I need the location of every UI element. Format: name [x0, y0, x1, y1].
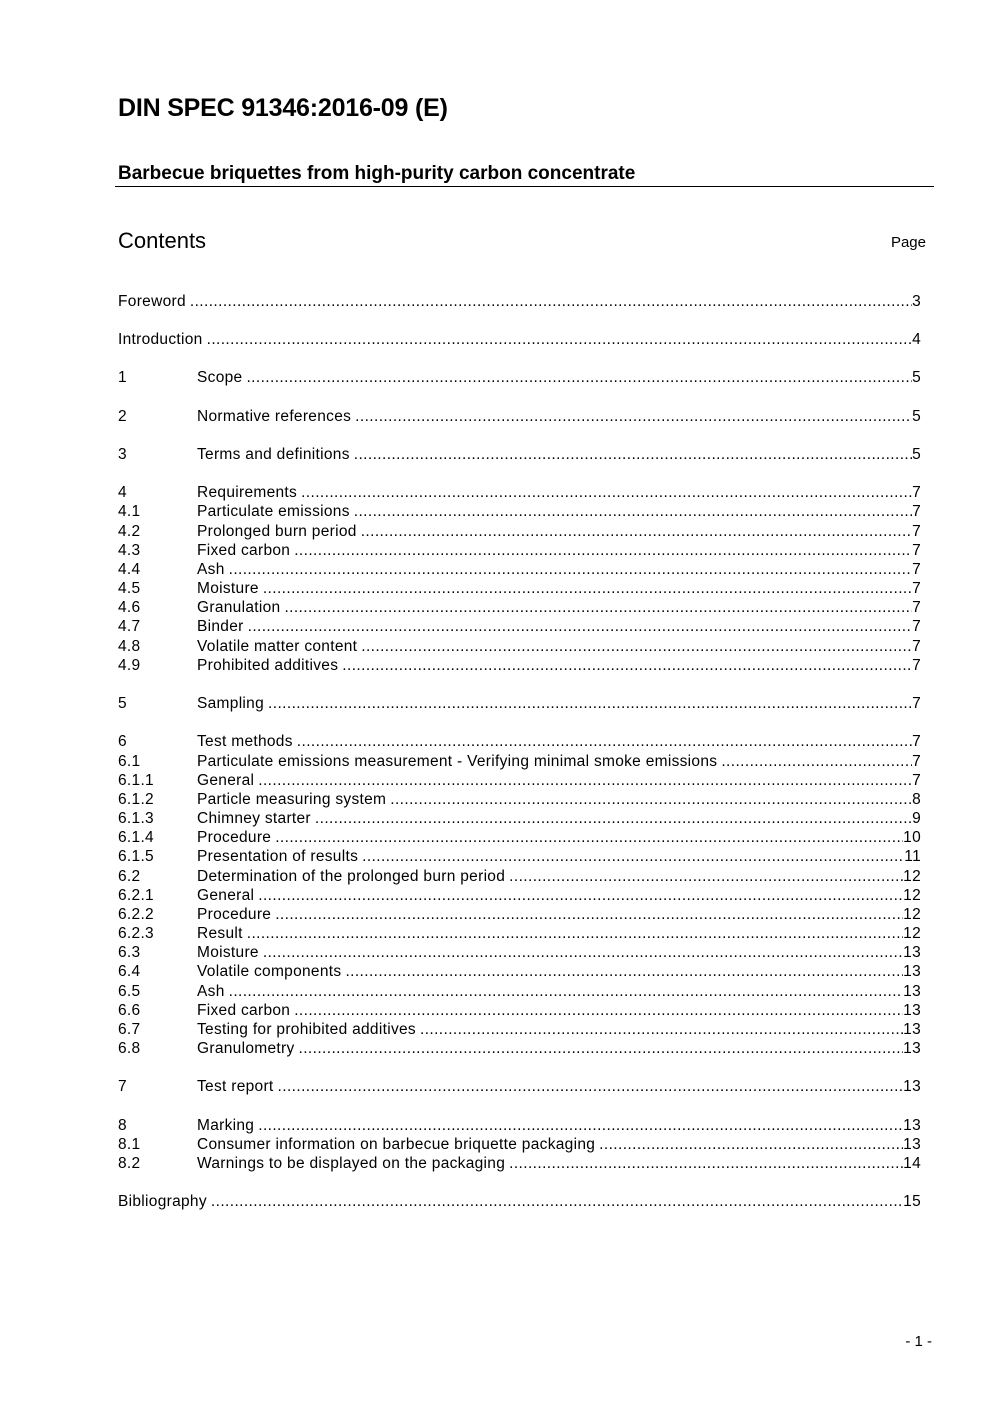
- toc-entry-number: 6.2.1: [118, 887, 154, 904]
- toc-entry-line: [197, 656, 921, 676]
- toc-entry-line: [197, 445, 921, 465]
- toc-entry-number: 8: [118, 1117, 127, 1134]
- toc-entry-number: 6.1.2: [118, 791, 154, 808]
- toc-entry-number: 4: [118, 484, 127, 501]
- toc-dot-leader: [263, 943, 903, 963]
- toc-entry-line: [197, 809, 921, 829]
- toc-entry-title: Bibliography: [118, 1193, 207, 1210]
- toc-entry[interactable]: [118, 1135, 921, 1155]
- toc-dot-leader: [258, 771, 912, 791]
- toc-entry-number: 6.8: [118, 1040, 141, 1057]
- toc-entry-page: 3: [912, 293, 921, 310]
- toc-entry-line: [197, 483, 921, 503]
- toc-entry-page: 7: [912, 695, 921, 712]
- toc-entry-title: Fixed carbon: [197, 1002, 291, 1019]
- toc-entry-page: 13: [903, 983, 921, 1000]
- toc-entry-line: [197, 828, 921, 848]
- toc-entry-line: [197, 502, 921, 522]
- toc-entry[interactable]: [118, 368, 921, 388]
- toc-entry-title: General: [197, 772, 255, 789]
- toc-entry-page: 13: [903, 944, 921, 961]
- toc-entry-title: Binder: [197, 618, 244, 635]
- toc-entry-number: 3: [118, 446, 127, 463]
- toc-entry[interactable]: [118, 905, 921, 925]
- toc-entry[interactable]: [118, 867, 921, 887]
- toc-entry-page: 4: [912, 331, 921, 348]
- toc-entry-page: 7: [912, 772, 921, 789]
- toc-entry-title: Result: [197, 925, 243, 942]
- toc-entry-page: 13: [903, 1136, 921, 1153]
- toc-entry[interactable]: [118, 982, 921, 1002]
- toc-dot-leader: [268, 694, 912, 714]
- toc-dot-leader: [390, 790, 912, 810]
- toc-entry-number: 6.3: [118, 944, 141, 961]
- toc-entry-number: 4.9: [118, 657, 141, 674]
- document-title: Barbecue briquettes from high-purity carbon concentrate: [118, 163, 636, 184]
- toc-dot-leader: [229, 560, 912, 580]
- toc-entry-page: 7: [912, 484, 921, 501]
- toc-entry-title: Presentation of results: [197, 848, 359, 865]
- toc-entry-title: Particulate emissions: [197, 503, 350, 520]
- toc-entry-number: 1: [118, 369, 127, 386]
- toc-entry-title: Testing for prohibited additives: [197, 1021, 416, 1038]
- toc-entry-page: 13: [903, 1002, 921, 1019]
- toc-entry-title: Marking: [197, 1117, 255, 1134]
- toc-entry-page: 7: [912, 542, 921, 559]
- toc-entry[interactable]: [118, 292, 921, 312]
- toc-dot-leader: [342, 656, 912, 676]
- toc-entry-line: [197, 637, 921, 657]
- toc-dot-leader: [315, 809, 912, 829]
- toc-entry-line: [197, 579, 921, 599]
- toc-entry-line: [197, 732, 921, 752]
- toc-dot-leader: [248, 617, 912, 637]
- toc-entry[interactable]: [118, 522, 921, 542]
- toc-entry-page: 7: [912, 753, 921, 770]
- toc-entry-title: Prolonged burn period: [197, 523, 357, 540]
- toc-entry-page: 15: [903, 1193, 921, 1210]
- toc-entry[interactable]: [118, 847, 921, 867]
- toc-entry[interactable]: [118, 790, 921, 810]
- toc-dot-leader: [294, 1001, 903, 1021]
- toc-entry-title: Terms and definitions: [197, 446, 350, 463]
- toc-entry[interactable]: [118, 828, 921, 848]
- toc-entry-title: Introduction: [118, 331, 203, 348]
- toc-entry-title: Warnings to be displayed on the packaging: [197, 1155, 506, 1172]
- toc-dot-leader: [284, 598, 912, 618]
- toc-entry-page: 7: [912, 618, 921, 635]
- toc-entry[interactable]: [118, 1020, 921, 1040]
- toc-entry-page: 7: [912, 733, 921, 750]
- toc-entry[interactable]: [118, 809, 921, 829]
- toc-entry-number: 7: [118, 1078, 127, 1095]
- toc-entry[interactable]: [118, 598, 921, 618]
- toc-entry-page: 10: [903, 829, 921, 846]
- toc-entry-page: 5: [912, 408, 921, 425]
- toc-entry[interactable]: [118, 637, 921, 657]
- toc-entry[interactable]: [118, 1192, 921, 1212]
- toc-entry-title: General: [197, 887, 255, 904]
- toc-entry[interactable]: [118, 962, 921, 982]
- toc-entry[interactable]: [118, 1116, 921, 1136]
- toc-entry-page: 8: [912, 791, 921, 808]
- footer-page-number: - 1 -: [905, 1333, 932, 1350]
- toc-dot-leader: [721, 752, 912, 772]
- toc-entry[interactable]: [118, 1001, 921, 1021]
- toc-dot-leader: [509, 867, 903, 887]
- toc-entry-number: 6.2.3: [118, 925, 154, 942]
- toc-dot-leader: [361, 637, 912, 657]
- toc-entry-number: 4.7: [118, 618, 141, 635]
- toc-entry-number: 4.3: [118, 542, 141, 559]
- toc-entry-page: 13: [903, 1117, 921, 1134]
- toc-entry-title: Determination of the prolonged burn period: [197, 868, 506, 885]
- toc-entry-line: [197, 598, 921, 618]
- toc-entry-page: 11: [904, 848, 921, 865]
- toc-dot-leader: [599, 1135, 903, 1155]
- toc-entry[interactable]: [118, 943, 921, 963]
- toc-entry-title: Volatile matter content: [197, 638, 358, 655]
- toc-dot-leader: [258, 886, 903, 906]
- toc-entry-page: 7: [912, 561, 921, 578]
- toc-entry-page: 7: [912, 580, 921, 597]
- toc-entry-line: [197, 1135, 921, 1155]
- toc-entry[interactable]: [118, 617, 921, 637]
- toc-dot-leader: [297, 732, 912, 752]
- toc-entry-line: [118, 1192, 921, 1212]
- toc-entry-number: 4.2: [118, 523, 141, 540]
- toc-dot-leader: [354, 445, 912, 465]
- toc-entry[interactable]: [118, 560, 921, 580]
- toc-entry-title: Fixed carbon: [197, 542, 291, 559]
- toc-dot-leader: [301, 483, 912, 503]
- toc-dot-leader: [354, 502, 912, 522]
- toc-entry-page: 7: [912, 599, 921, 616]
- toc-entry-line: [197, 541, 921, 561]
- toc-entry-line: [197, 1020, 921, 1040]
- toc-entry-title: Granulation: [197, 599, 281, 616]
- toc-entry-number: 6.2: [118, 868, 141, 885]
- toc-entry-number: 4.4: [118, 561, 141, 578]
- toc-entry-page: 12: [903, 887, 921, 904]
- toc-entry-line: [197, 924, 921, 944]
- toc-entry-number: 5: [118, 695, 127, 712]
- toc-dot-leader: [294, 541, 912, 561]
- toc-entry-line: [197, 886, 921, 906]
- toc-entry-line: [197, 407, 921, 427]
- toc-entry-line: [197, 1077, 921, 1097]
- toc-entry-number: 6.7: [118, 1021, 141, 1038]
- toc-entry-title: Requirements: [197, 484, 298, 501]
- toc-entry-line: [197, 694, 921, 714]
- toc-entry-number: 6.1.3: [118, 810, 154, 827]
- toc-entry-number: 6.1.5: [118, 848, 154, 865]
- toc-entry-line: [118, 292, 921, 312]
- toc-entry-line: [197, 867, 921, 887]
- toc-dot-leader: [275, 905, 903, 925]
- toc-entry-number: 6: [118, 733, 127, 750]
- toc-entry-title: Normative references: [197, 408, 352, 425]
- toc-dot-leader: [278, 1077, 904, 1097]
- toc-entry-page: 13: [903, 963, 921, 980]
- toc-entry-page: 12: [903, 868, 921, 885]
- toc-entry-page: 9: [912, 810, 921, 827]
- toc-entry-title: Procedure: [197, 906, 272, 923]
- toc-entry-title: Scope: [197, 369, 243, 386]
- toc-entry[interactable]: [118, 732, 921, 752]
- toc-dot-leader: [229, 982, 904, 1002]
- toc-entry-title: Sampling: [197, 695, 265, 712]
- toc-entry-number: 6.1.4: [118, 829, 154, 846]
- toc-entry-line: [197, 1039, 921, 1059]
- toc-entry[interactable]: [118, 656, 921, 676]
- toc-entry-line: [197, 1116, 921, 1136]
- toc-dot-leader: [263, 579, 912, 599]
- toc-entry-title: Volatile components: [197, 963, 342, 980]
- toc-entry[interactable]: [118, 483, 921, 503]
- toc-entry-title: Consumer information on barbecue briquette packaging: [197, 1136, 596, 1153]
- toc-entry-page: 12: [903, 906, 921, 923]
- toc-entry-title: Test report: [197, 1078, 274, 1095]
- toc-entry[interactable]: [118, 694, 921, 714]
- toc-entry-title: Particle measuring system: [197, 791, 387, 808]
- toc-entry-title: Granulometry: [197, 1040, 295, 1057]
- toc-entry-page: 13: [903, 1021, 921, 1038]
- toc-entry-line: [197, 847, 921, 867]
- toc-entry-page: 12: [903, 925, 921, 942]
- toc-entry-line: [197, 943, 921, 963]
- toc-entry-page: 13: [903, 1040, 921, 1057]
- toc-entry-title: Test methods: [197, 733, 293, 750]
- toc-entry-title: Moisture: [197, 580, 259, 597]
- toc-entry-number: 4.6: [118, 599, 141, 616]
- toc-entry[interactable]: [118, 502, 921, 522]
- toc-entry-line: [197, 752, 921, 772]
- toc-entry-page: 14: [903, 1155, 921, 1172]
- toc-entry-number: 6.1: [118, 753, 141, 770]
- toc-entry[interactable]: [118, 771, 921, 791]
- toc-dot-leader: [299, 1039, 904, 1059]
- toc-entry-line: [197, 962, 921, 982]
- toc-entry-number: 6.6: [118, 1002, 141, 1019]
- toc-entry-number: 6.2.2: [118, 906, 154, 923]
- toc-entry-number: 4.8: [118, 638, 141, 655]
- toc-entry[interactable]: [118, 924, 921, 944]
- toc-entry-line: [118, 330, 921, 350]
- toc-dot-leader: [247, 924, 903, 944]
- page-column-label: Page: [890, 234, 926, 251]
- toc-entry-line: [197, 771, 921, 791]
- toc-dot-leader: [355, 407, 912, 427]
- toc-entry-number: 6.1.1: [118, 772, 154, 789]
- toc-entry-page: 5: [912, 446, 921, 463]
- toc-entry-title: Procedure: [197, 829, 272, 846]
- toc-entry-number: 8.1: [118, 1136, 141, 1153]
- toc-entry-page: 7: [912, 638, 921, 655]
- toc-entry-line: [197, 905, 921, 925]
- toc-entry[interactable]: [118, 579, 921, 599]
- toc-entry-line: [197, 368, 921, 388]
- toc-entry-line: [197, 982, 921, 1002]
- toc-entry-page: 13: [903, 1078, 921, 1095]
- toc-entry-line: [197, 560, 921, 580]
- table-of-contents: [118, 0, 921, 1403]
- toc-dot-leader: [246, 368, 912, 388]
- toc-dot-leader: [211, 1192, 903, 1212]
- toc-entry[interactable]: [118, 886, 921, 906]
- toc-entry-number: 2: [118, 408, 127, 425]
- toc-dot-leader: [207, 330, 912, 350]
- toc-entry[interactable]: [118, 1154, 921, 1174]
- toc-entry[interactable]: [118, 1039, 921, 1059]
- toc-entry-line: [197, 617, 921, 637]
- toc-entry[interactable]: [118, 445, 921, 465]
- toc-entry-title: Prohibited additives: [197, 657, 339, 674]
- contents-heading: Contents: [118, 228, 207, 253]
- toc-dot-leader: [345, 962, 903, 982]
- toc-entry-title: Ash: [197, 983, 225, 1000]
- toc-entry-title: Moisture: [197, 944, 259, 961]
- toc-entry-title: Chimney starter: [197, 810, 311, 827]
- document-id: DIN SPEC 91346:2016-09 (E): [118, 94, 448, 122]
- toc-entry-title: Ash: [197, 561, 225, 578]
- toc-dot-leader: [362, 847, 904, 867]
- toc-entry-line: [197, 1154, 921, 1174]
- toc-dot-leader: [420, 1020, 903, 1040]
- toc-entry-number: 6.5: [118, 983, 141, 1000]
- toc-dot-leader: [509, 1154, 903, 1174]
- toc-entry-line: [197, 522, 921, 542]
- toc-entry[interactable]: [118, 330, 921, 350]
- toc-dot-leader: [258, 1116, 903, 1136]
- toc-dot-leader: [361, 522, 912, 542]
- toc-entry[interactable]: [118, 1077, 921, 1097]
- toc-dot-leader: [190, 292, 912, 312]
- toc-entry-number: 8.2: [118, 1155, 141, 1172]
- toc-entry-number: 4.1: [118, 503, 141, 520]
- toc-entry-page: 7: [912, 657, 921, 674]
- toc-entry-page: 5: [912, 369, 921, 386]
- toc-entry-page: 7: [912, 523, 921, 540]
- toc-entry-title: Foreword: [118, 293, 186, 310]
- toc-entry[interactable]: [118, 407, 921, 427]
- toc-entry-number: 4.5: [118, 580, 141, 597]
- toc-entry[interactable]: [118, 752, 921, 772]
- toc-entry[interactable]: [118, 541, 921, 561]
- toc-entry-number: 6.4: [118, 963, 141, 980]
- toc-entry-page: 7: [912, 503, 921, 520]
- toc-entry-line: [197, 790, 921, 810]
- toc-entry-line: [197, 1001, 921, 1021]
- toc-entry-title: Particulate emissions measurement - Verifying minimal smoke emissions: [197, 753, 718, 770]
- toc-dot-leader: [275, 828, 903, 848]
